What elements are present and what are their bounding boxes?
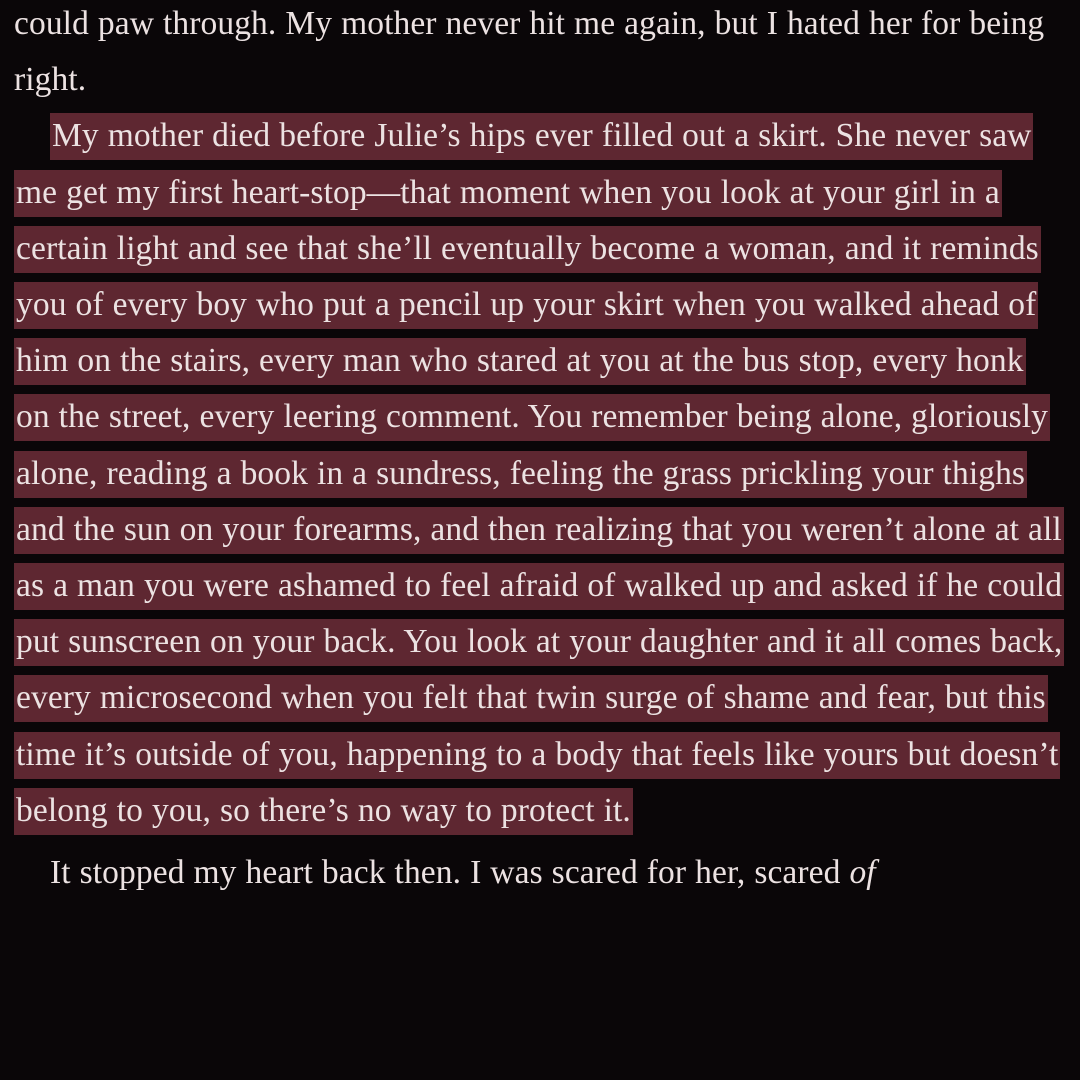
paragraph-top-continuation: [14, 0, 1066, 108]
paragraph-text: [14, 108, 1066, 839]
paragraph-text: [14, 845, 1066, 901]
paragraph-text-italic: of: [849, 854, 876, 892]
paragraph-highlighted[interactable]: [14, 108, 1066, 839]
paragraph-bottom-start: [14, 845, 1066, 901]
paragraph-text-plain: It stopped my heart back then. I was scared for her, scared: [50, 854, 850, 892]
paragraph-text: could paw through. My mother never hit me again, but I hated her for being right.: [14, 5, 1045, 99]
highlight-span[interactable]: My mother died before Julie’s hips ever filled out a skirt. She never saw me get my first heart-stop—that moment when you look at your girl in a certain light and see that she’ll eventually become a woman, and it reminds you of every boy who put a pencil up your skirt when you walked ahead of him on the stairs, every man who stared at you at the bus stop, every honk on the street, every leering comment. You remember being alone, gloriously alone, reading a book in a sundress, feeling the grass prickling your thighs and the sun on your forearms, and then realizing that you weren’t alone at all as a man you were ashamed to feel afraid of walked up and asked if he could put sunscreen on your back. You look at your daughter and it all comes back, every microsecond when you felt that twin surge of shame and fear, but this time it’s outside of you, happening to a body that feels like yours but doesn’t belong to you, so there’s no way to protect it.: [14, 113, 1064, 834]
